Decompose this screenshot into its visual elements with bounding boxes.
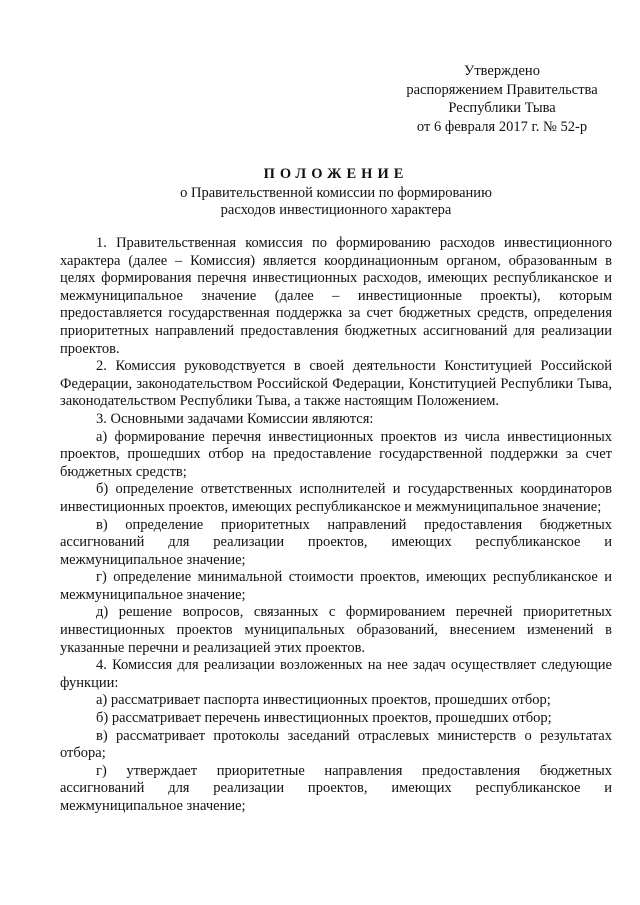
paragraph-4c: в) рассматривает протоколы заседаний отраслевых министерств о результатах отбора; <box>60 727 612 762</box>
paragraph-3c: в) определение приоритетных направлений предоставления бюджетных ассигнований для реализации проектов, имеющих республиканское и межмуниципальное значение; <box>60 516 612 568</box>
approval-date-number: от 6 февраля 2017 г. № 52-р <box>416 118 588 135</box>
paragraph-3a: а) формирование перечня инвестиционных проектов из числа инвестиционных проектов, прошедших отбор на предоставление государственной поддержки за счет бюджетных средств; <box>60 428 612 480</box>
approval-line: Республики Тыва <box>448 100 556 116</box>
approval-line: распоряжением Правительства <box>406 81 598 98</box>
paragraph-3d: г) определение минимальной стоимости проектов, имеющих республиканское и межмуниципальное значение; <box>60 569 612 603</box>
paragraph-3: 3. Основными задачами Комиссии являются: <box>96 410 374 427</box>
paragraph-1: 1. Правительственная комиссия по формированию расходов инвестиционного характера (далее – Комиссия) является координационным органом, образованным в целях формирования перечня инвестиционных расходов, имеющих республиканское и межмуниципальное значение (далее – инвестиционные проекты), которым предоставляется государственная поддержка за счет бюджетных средств, определения приоритетных направлений предоставления бюджетных ассигнований для реализации проектов. <box>60 235 612 357</box>
paragraph-4b: б) рассматривает перечень инвестиционных проектов, прошедших отбор; <box>96 710 552 727</box>
paragraph-3e: д) решение вопросов, связанных с формированием перечней приоритетных инвестиционных проектов муниципальных образований, внесением изменений в указанные перечни и реализацией этих проектов. <box>60 604 612 656</box>
document-title: ПОЛОЖЕНИЕ <box>263 166 409 182</box>
paragraph-4a: а) рассматривает паспорта инвестиционных проектов, прошедших отбор; <box>96 692 551 709</box>
paragraph-3b: б) определение ответственных исполнителей и государственных координаторов инвестиционных проектов, имеющих республиканское и межмуниципальное значение; <box>60 481 612 515</box>
approval-stamp <box>392 62 612 136</box>
paragraph-2: 2. Комиссия руководствуется в своей деятельности Конституцией Российской Федерации, законодательством Российской Федерации, Конституцией Республики Тыва, законодательством Республики Тыва, а также настоящим Положением. <box>60 358 612 410</box>
document-subtitle-line: о Правительственной комиссии по формированию <box>180 184 492 201</box>
document-subtitle-line: расходов инвестиционного характера <box>220 202 452 218</box>
paragraph-4: 4. Комиссия для реализации возложенных на нее задач осуществляет следующие функции: <box>60 657 612 691</box>
paragraph-4d: г) утверждает приоритетные направления предоставления бюджетных ассигнований для реализации проектов, имеющих республиканское и межмуниципальное значение; <box>60 762 612 814</box>
document-heading <box>60 166 612 220</box>
document-body <box>60 235 612 816</box>
approval-line: Утверждено <box>464 63 540 79</box>
